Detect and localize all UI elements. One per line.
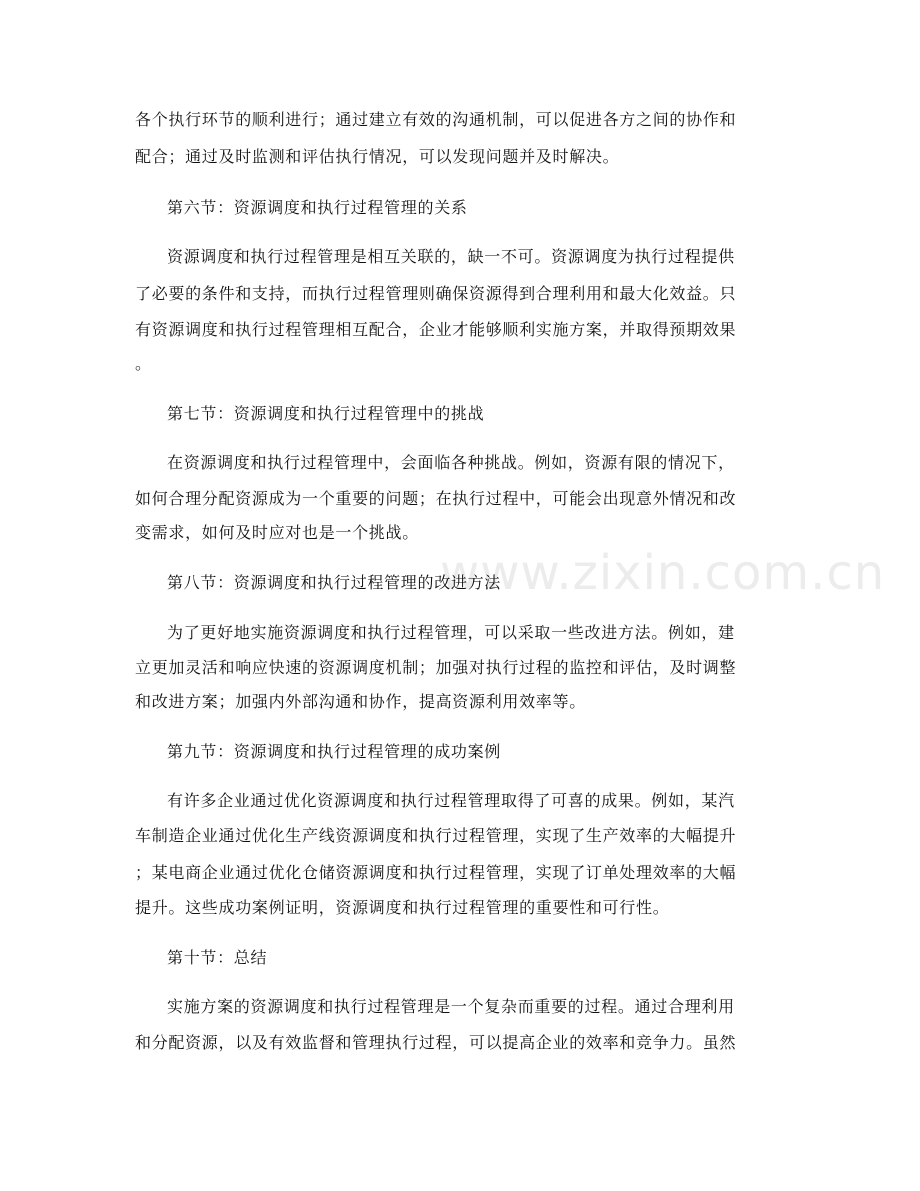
watermark: www.zixin.com.cn bbox=[440, 545, 886, 601]
section-heading: 第七节：资源调度和执行过程管理中的挑战 bbox=[167, 404, 485, 423]
paragraph-line: 立更加灵活和响应快速的资源调度机制；加强对执行过程的监控和评估，及时调整 bbox=[135, 658, 737, 677]
paragraph-line: 。 bbox=[135, 354, 152, 373]
section-heading: 第十节：总结 bbox=[167, 948, 268, 967]
paragraph-line: 为了更好地实施资源调度和执行过程管理，可以采取一些改进方法。例如，建 bbox=[167, 623, 735, 642]
paragraph-line: 和分配资源，以及有效监督和管理执行过程，可以提高企业的效率和竞争力。虽然 bbox=[135, 1033, 737, 1052]
paragraph-line: 配合；通过及时监测和评估执行情况，可以发现问题并及时解决。 bbox=[135, 147, 620, 166]
section-heading: 第六节：资源调度和执行过程管理的关系 bbox=[167, 198, 468, 217]
paragraph-line: 在资源调度和执行过程管理中，会面临各种挑战。例如，资源有限的情况下， bbox=[167, 453, 735, 472]
paragraph-line: 有许多企业通过优化资源调度和执行过程管理取得了可喜的成果。例如，某汽 bbox=[167, 791, 735, 810]
paragraph-line: 有资源调度和执行过程管理相互配合，企业才能够顺利实施方案，并取得预期效果 bbox=[135, 320, 737, 339]
section-heading: 第九节：资源调度和执行过程管理的成功案例 bbox=[167, 742, 502, 761]
paragraph-line: 资源调度和执行过程管理是相互关联的，缺一不可。资源调度为执行过程提供 bbox=[167, 247, 735, 266]
paragraph-line: 和改进方案；加强内外部沟通和协作，提高资源利用效率等。 bbox=[135, 692, 586, 711]
paragraph-line: 实施方案的资源调度和执行过程管理是一个复杂而重要的过程。通过合理利用 bbox=[167, 997, 735, 1016]
paragraph-line: 提升。这些成功案例证明，资源调度和执行过程管理的重要性和可行性。 bbox=[135, 898, 670, 917]
paragraph-line: 各个执行环节的顺利进行；通过建立有效的沟通机制，可以促进各方之间的协作和 bbox=[135, 110, 737, 129]
section-heading: 第八节：资源调度和执行过程管理的改进方法 bbox=[167, 573, 502, 592]
paragraph-line: 如何合理分配资源成为一个重要的问题；在执行过程中，可能会出现意外情况和改 bbox=[135, 489, 737, 508]
paragraph-line: 了必要的条件和支持，而执行过程管理则确保资源得到合理利用和最大化效益。只 bbox=[135, 284, 737, 303]
paragraph-line: ；某电商企业通过优化仓储资源调度和执行过程管理，实现了订单处理效率的大幅 bbox=[135, 863, 737, 882]
paragraph-line: 车制造企业通过优化生产线资源调度和执行过程管理，实现了生产效率的大幅提升 bbox=[135, 826, 737, 845]
paragraph-line: 变需求，如何及时应对也是一个挑战。 bbox=[135, 523, 419, 542]
